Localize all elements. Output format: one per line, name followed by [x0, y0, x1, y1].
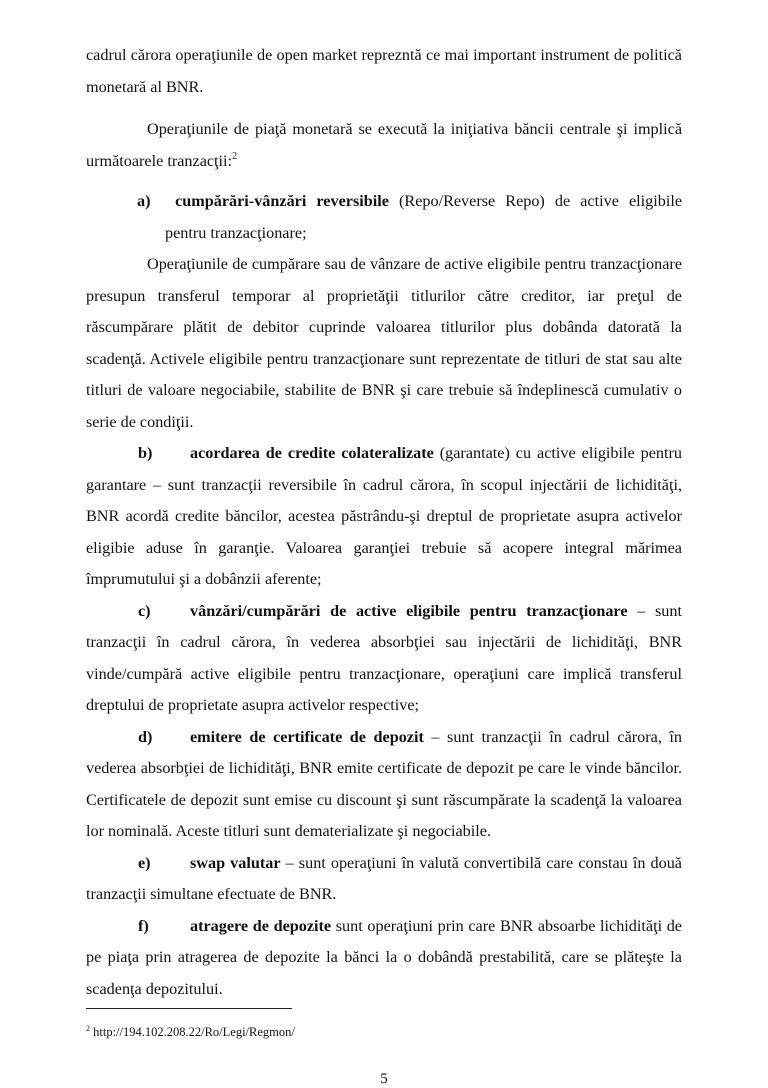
list-label-e: e) [138, 853, 151, 872]
list-term-a: cumpărări-vânzări reversibile [175, 192, 389, 210]
paragraph-repo-explanation: Operaţiunile de cumpărare sau de vânzare de active eligibile pentru tranzacţionare presupun transferul temporar al proprietăţii titlurilor către creditor, iar preţul de răscumpărare plătit de debitor cuprinde valoarea titlurilor plus dobânda datorată la scadenţă. Activele eligibile pentru tranzacţionare sunt reprezentate de titluri de stat sau alte titluri de valoare negociabile, stabilite de BNR şi care trebuie să îndeplinescă cumulativ o serie de condiţii. [86, 255, 682, 431]
list-text-a: (Repo/Reverse Repo) de active eligibile pentru tranzacţionare; [165, 192, 683, 242]
list-text-e: – sunt operaţiuni în valută convertibilă care constau în două tranzacţii simultane efectuate de BNR. [86, 853, 682, 903]
footnote-link[interactable]: http://194.102.208.22/Ro/Legi/Regmon/ [90, 1025, 295, 1039]
list-term-c: vânzări/cumpărări de active eligibile pentru tranzacţionare [190, 601, 628, 620]
list-label-b: b) [138, 444, 153, 462]
paragraph-operations-text: Operaţiunile de piaţă monetară se execută la iniţiativa băncii centrale şi implică următoarele tranzacţii: [86, 120, 682, 170]
list-item-a [86, 186, 682, 249]
list-label-c: c) [138, 601, 151, 620]
paragraph-operations [86, 114, 682, 177]
list-text-d: – sunt tranzacţii în cadrul cărora, în vederea absorbţiei de lichidităţi, BNR emite certificate de depozit pe care le vinde băncilor. Certificatele de depozit sunt emise cu discount şi sunt răscumpărate la scadenţă la valoarea lor nominală. Aceste titluri sunt dematerializate şi negociabile. [86, 727, 682, 840]
list-item-e [86, 848, 682, 911]
list-label-f: f) [138, 916, 149, 935]
page-number: 5 [380, 1071, 388, 1087]
footnote-number: 2 [86, 1024, 90, 1033]
list-item-c [86, 596, 682, 722]
list-item-f [86, 911, 682, 1006]
paragraph-intro: cadrul cărora operaţiunile de open market reprezntă ce mai important instrument de politică monetară al BNR. [86, 46, 682, 96]
list-label-d: d) [138, 727, 153, 746]
footnote-separator [86, 1008, 292, 1009]
list-item-d [86, 722, 682, 848]
list-text-c: – sunt tranzacţii în cadrul cărora, în vederea absorbţiei sau injectării de lichidităţi, BNR vinde/cumpără active eligibile pentru tranzacţionare, operaţiuni care implică transferul dreptului de proprietate asupra activelor respective; [86, 601, 682, 714]
list-term-b: acordarea de credite colateralizate [190, 444, 434, 462]
list-term-d: emitere de certificate de depozit [190, 727, 424, 746]
document-page [86, 40, 682, 1005]
footnote-ref: 2 [232, 150, 238, 162]
list-term-f: atragere de depozite [190, 916, 332, 935]
list-term-e: swap valutar [190, 853, 281, 872]
footnote [86, 1024, 295, 1040]
list-text-b: (garantate) cu active eligibile pentru garantare – sunt tranzacţii reversibile în cadrul cărora, în scopul injectării de lichidităţi, BNR acordă credite băncilor, acestea păstrându-şi dreptul de proprietate asupra activelor eligibie aduse în garanţie. Valoarea garanţiei trebuie să acopere integral mărimea împrumutului şi a dobânzii aferente; [86, 444, 682, 588]
list-label-a: a) [137, 192, 151, 210]
list-item-b [86, 438, 682, 596]
list-text-f: sunt operaţiuni prin care BNR absoarbe lichidităţi de pe piaţa prin atragerea de depozite la bănci la o dobândă prestabilită, care se plăteşte la scadenţa depozitului. [86, 916, 682, 998]
